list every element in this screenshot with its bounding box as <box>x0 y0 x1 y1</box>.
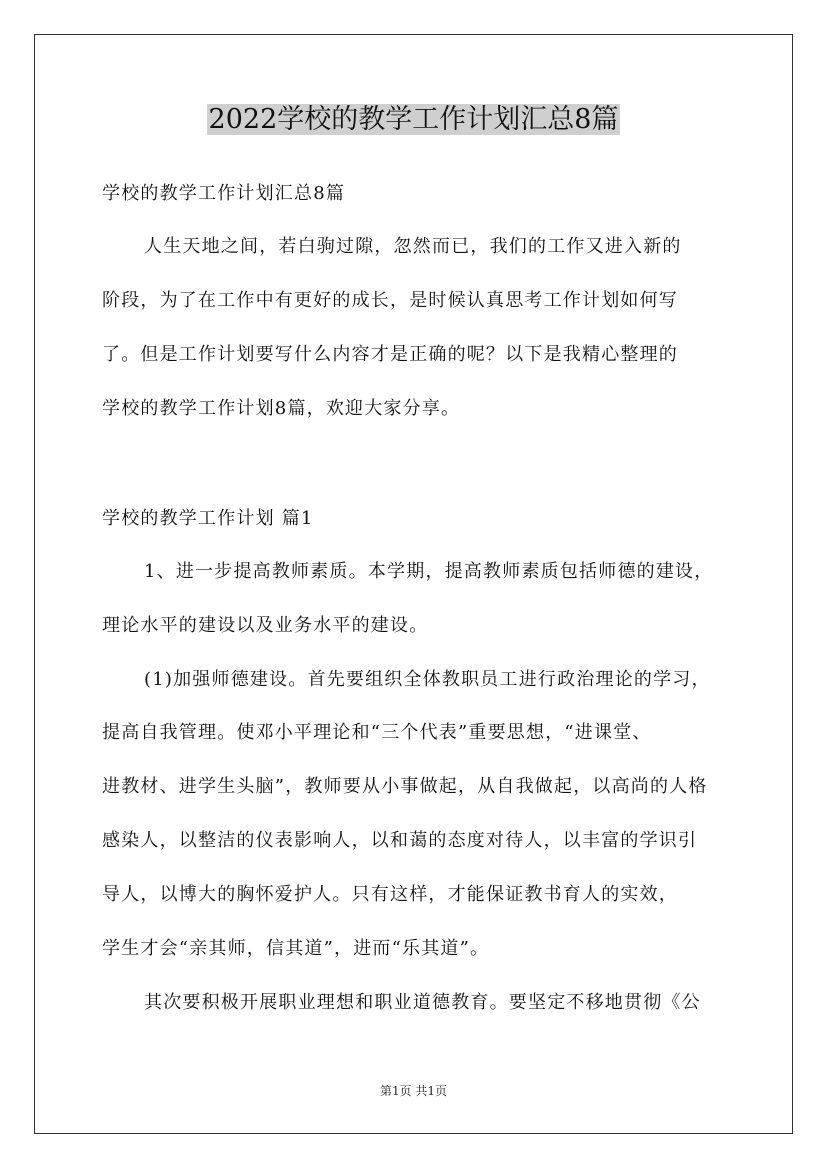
section-line-9: 其次要积极开展职业理想和职业道德教育。要坚定不移地贯彻《公 <box>144 992 701 1013</box>
page-footer: 第1页 共1页 <box>379 1084 448 1098</box>
intro-line-3: 了。但是工作计划要写什么内容才是正确的呢？以下是我精心整理的 <box>102 344 678 365</box>
intro-line-1: 人生天地之间，若白驹过隙，忽然而已，我们的工作又进入新的 <box>144 236 682 257</box>
document-title-text: 2022学校的教学工作计划汇总8篇 <box>208 104 619 135</box>
document-subtitle: 学校的教学工作计划汇总8篇 <box>102 183 346 204</box>
section-heading: 学校的教学工作计划 篇1 <box>102 508 314 529</box>
section-line-3: (1)加强师德建设。首先要组织全体教职员工进行政治理论的学习， <box>144 669 711 690</box>
section-line-6: 感染人，以整洁的仪表影响人，以和蔼的态度对待人，以丰富的学识引 <box>102 830 698 851</box>
document-title <box>0 100 827 140</box>
section-line-5: 进教材、进学生头脑”，教师要从小事做起，从自我做起，以高尚的人格 <box>102 776 708 797</box>
intro-line-4: 学校的教学工作计划8篇，欢迎大家分享。 <box>102 398 461 419</box>
section-line-2: 理论水平的建设以及业务水平的建设。 <box>102 615 429 636</box>
section-line-7: 导人，以博大的胸怀爱护人。只有这样，才能保证教书育人的实效， <box>102 884 678 905</box>
section-line-8: 学生才会“亲其师，信其道”，进而“乐其道”。 <box>102 938 490 959</box>
intro-line-2: 阶段，为了在工作中有更好的成长，是时候认真思考工作计划如何写 <box>102 290 678 311</box>
section-line-4: 提高自我管理。使邓小平理论和“三个代表”重要思想，“进课堂、 <box>102 722 652 743</box>
section-line-1: 1、进一步提高教师素质。本学期，提高教师素质包括师德的建设， <box>144 561 714 582</box>
